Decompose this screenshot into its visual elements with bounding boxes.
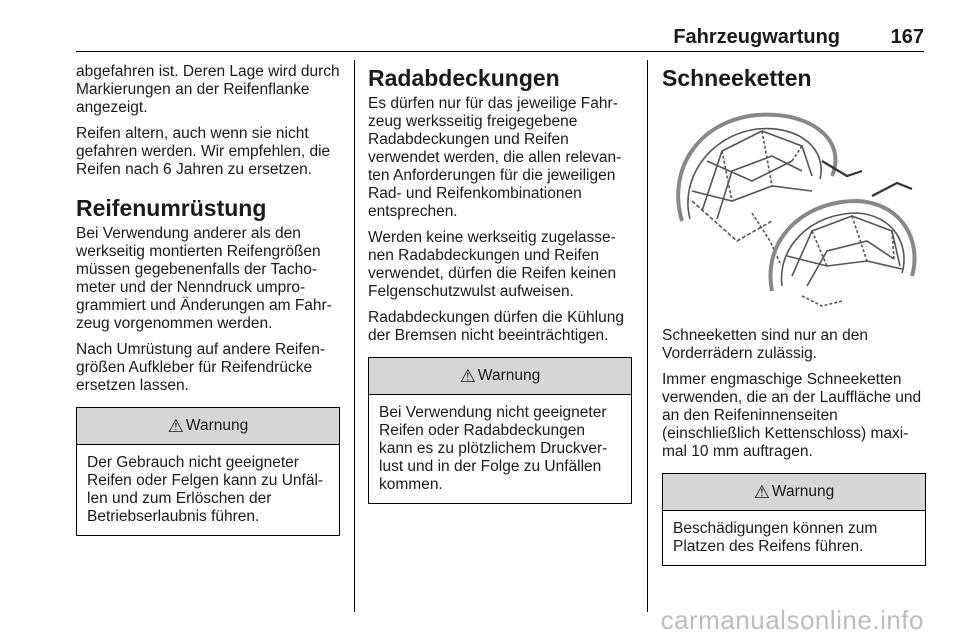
warning-text: Beschädigungen können zum Platzen des Reifens führen. xyxy=(673,520,878,555)
paragraph: Nach Umrüstung auf andere Reifengrößen Aufkleber für Reifendrücke ersetzen lassen. xyxy=(76,341,326,394)
column-divider-2 xyxy=(647,60,648,612)
column-2 xyxy=(368,63,632,504)
warning-box xyxy=(662,473,926,566)
warning-title: Warnung xyxy=(771,483,835,500)
column-3 xyxy=(662,63,926,566)
heading-reifenumruestung: Reifenumrüstung xyxy=(76,195,267,221)
snow-chain-icon xyxy=(662,101,926,313)
warning-title: Warnung xyxy=(185,417,249,434)
header-rule xyxy=(76,51,924,52)
paragraph: Werden keine werkseitig zugelassenen Radabdeckungen und Reifen verwendet, dürfen die Reifen keinen Felgenschutzwulst aufweisen. xyxy=(368,229,617,300)
column-divider-1 xyxy=(354,60,355,612)
paragraph: Bei Verwendung anderer als den werkseitig montierten Reifengrößen müssen gegebenenfalls der Tachometer und der Nenndruck umprogrammiert und Änderungen am Fahrzeug vorgenommen werden. xyxy=(76,225,332,332)
warning-triangle-icon: ⚠ xyxy=(753,481,770,502)
warning-triangle-icon: ⚠ xyxy=(459,365,476,386)
warning-header xyxy=(663,474,925,511)
paragraph: Schneeketten sind nur an den Vorderrädern zulässig. xyxy=(662,327,868,362)
page-header xyxy=(76,26,924,50)
page-number: 167 xyxy=(890,26,924,48)
heading-schneeketten: Schneeketten xyxy=(662,65,812,91)
paragraph: Reifen altern, auch wenn sie nicht gefahren werden. Wir empfehlen, die Reifen nach 6 Jahren zu ersetzen. xyxy=(76,125,331,178)
heading-radabdeckungen: Radabdeckungen xyxy=(368,65,560,91)
paragraph: Radabdeckungen dürfen die Kühlung der Bremsen nicht beeinträchtigen. xyxy=(368,309,624,344)
warning-text: Der Gebrauch nicht geeigneter Reifen oder Felgen kann zu Unfällen und zum Erlöschen der Betriebserlaubnis führen. xyxy=(87,454,324,525)
warning-box xyxy=(76,407,340,536)
watermark: carmanualsonline.info xyxy=(660,605,924,635)
column-1 xyxy=(76,63,340,536)
warning-box xyxy=(368,357,632,504)
paragraph: Es dürfen nur für das jeweilige Fahrzeug werksseitig freigegebene Radabdeckungen und Reifen verwendet werden, die allen relevanten Anforderungen für die jeweiligen Rad- und Reifenkombinationen entsprechen. xyxy=(368,95,622,220)
warning-text: Bei Verwendung nicht geeigneter Reifen oder Radabdeckungen kann es zu plötzlichem Druckverlust und in der Folge zu Unfällen kommen. xyxy=(379,404,608,493)
warning-title: Warnung xyxy=(477,367,541,384)
paragraph: Immer engmaschige Schneeketten verwenden, die an der Lauffläche und an den Reifeninnenseiten (einschließlich Kettenschloss) maximal 10 mm auftragen. xyxy=(662,371,922,460)
warning-triangle-icon: ⚠ xyxy=(167,415,184,436)
warning-header xyxy=(369,358,631,395)
paragraph: abgefahren ist. Deren Lage wird durch Markierungen an der Reifenflanke angezeigt. xyxy=(76,63,340,116)
section-title: Fahrzeugwartung xyxy=(673,26,840,48)
warning-header xyxy=(77,408,339,445)
snow-chain-illustration xyxy=(662,101,926,313)
